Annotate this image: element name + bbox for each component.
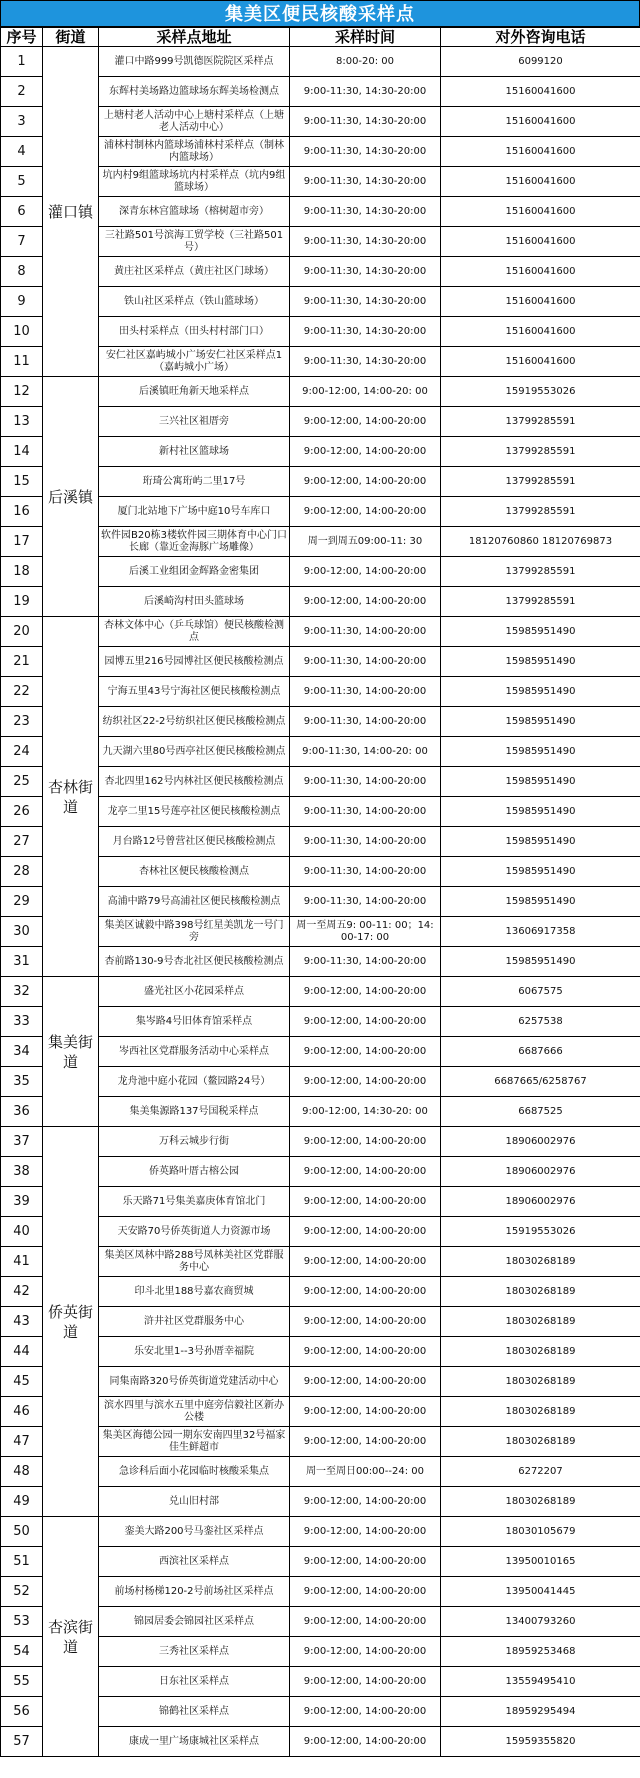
sampling-time: 9:00-11:30, 14:30-20:00 — [290, 317, 441, 347]
site-address: 天安路70号侨英街道人力资源市场 — [99, 1217, 290, 1247]
site-address: 软件园B20栋3楼软件园三期体育中心门口长廊（靠近金海豚广场雕像） — [99, 527, 290, 557]
row-number: 6 — [1, 197, 43, 227]
contact-phone: 18030268189 — [441, 1427, 640, 1457]
contact-phone: 18030268189 — [441, 1397, 640, 1427]
row-number: 48 — [1, 1457, 43, 1487]
site-address: 三兴社区祖厝旁 — [99, 407, 290, 437]
contact-phone: 15985951490 — [441, 617, 640, 647]
site-address: 集美集源路137号国税采样点 — [99, 1097, 290, 1127]
sampling-sites-table — [0, 27, 640, 1757]
site-address: 锦园居委会锦园社区采样点 — [99, 1607, 290, 1637]
row-number: 7 — [1, 227, 43, 257]
row-number: 50 — [1, 1517, 43, 1547]
street-name: 灌口镇 — [43, 47, 99, 377]
site-address: 日东社区采样点 — [99, 1667, 290, 1697]
site-address: 东辉村美场路边篮球场东辉美场检测点 — [99, 77, 290, 107]
row-number: 10 — [1, 317, 43, 347]
row-number: 41 — [1, 1247, 43, 1277]
row-number: 8 — [1, 257, 43, 287]
contact-phone: 15160041600 — [441, 257, 640, 287]
contact-phone: 18030268189 — [441, 1337, 640, 1367]
sampling-time: 9:00-12:00, 14:00-20:00 — [290, 1517, 441, 1547]
row-number: 35 — [1, 1067, 43, 1097]
site-address: 滨水四里与滨水五里中庭旁信毅社区新办公楼 — [99, 1397, 290, 1427]
contact-phone: 6687666 — [441, 1037, 640, 1067]
contact-phone: 6067575 — [441, 977, 640, 1007]
row-number: 56 — [1, 1697, 43, 1727]
site-address: 前场村杨梯120-2号前场社区采样点 — [99, 1577, 290, 1607]
row-number: 39 — [1, 1187, 43, 1217]
contact-phone: 13400793260 — [441, 1607, 640, 1637]
site-address: 集岑路4号旧体育馆采样点 — [99, 1007, 290, 1037]
site-address: 浒井社区党群服务中心 — [99, 1307, 290, 1337]
sampling-time: 9:00-11:30, 14:00-20:00 — [290, 857, 441, 887]
sampling-time: 9:00-11:30, 14:30-20:00 — [290, 257, 441, 287]
row-number: 22 — [1, 677, 43, 707]
contact-phone: 15160041600 — [441, 227, 640, 257]
row-number: 12 — [1, 377, 43, 407]
contact-phone: 13950041445 — [441, 1577, 640, 1607]
sampling-time: 9:00-11:30, 14:00-20: 00 — [290, 737, 441, 767]
site-address: 兑山旧村部 — [99, 1487, 290, 1517]
sampling-time: 9:00-12:00, 14:00-20:00 — [290, 1697, 441, 1727]
contact-phone: 15985951490 — [441, 677, 640, 707]
sampling-time: 9:00-12:00, 14:00-20:00 — [290, 1397, 441, 1427]
contact-phone: 13799285591 — [441, 437, 640, 467]
site-address: 銮美大路200号马銮社区采样点 — [99, 1517, 290, 1547]
header-address: 采样点地址 — [99, 28, 290, 47]
site-address: 杏前路130-9号杏北社区便民核酸检测点 — [99, 947, 290, 977]
sampling-time: 9:00-11:30, 14:00-20:00 — [290, 647, 441, 677]
site-address: 杏北四里162号内林社区便民核酸检测点 — [99, 767, 290, 797]
row-number: 23 — [1, 707, 43, 737]
table-row — [1, 47, 640, 77]
row-number: 17 — [1, 527, 43, 557]
row-number: 53 — [1, 1607, 43, 1637]
sampling-time: 9:00-11:30, 14:00-20:00 — [290, 707, 441, 737]
table-row — [1, 617, 640, 647]
site-address: 杏林社区便民核酸检测点 — [99, 857, 290, 887]
site-address: 集美区凤林中路288号凤林美社区党群服务中心 — [99, 1247, 290, 1277]
site-address: 园博五里216号园博社区便民核酸检测点 — [99, 647, 290, 677]
row-number: 14 — [1, 437, 43, 467]
table-row — [1, 1127, 640, 1157]
row-number: 2 — [1, 77, 43, 107]
site-address: 田头村采样点（田头村村部门口） — [99, 317, 290, 347]
row-number: 42 — [1, 1277, 43, 1307]
site-address: 新村社区篮球场 — [99, 437, 290, 467]
contact-phone: 15985951490 — [441, 707, 640, 737]
contact-phone: 15160041600 — [441, 347, 640, 377]
site-address: 后溪崎沟村田头篮球场 — [99, 587, 290, 617]
site-address: 锦鹤社区采样点 — [99, 1697, 290, 1727]
row-number: 5 — [1, 167, 43, 197]
sampling-time: 周一到周五09:00-11: 30 — [290, 527, 441, 557]
row-number: 51 — [1, 1547, 43, 1577]
sampling-time: 9:00-12:00, 14:00-20:00 — [290, 1037, 441, 1067]
sampling-time: 9:00-12:00, 14:00-20:00 — [290, 1547, 441, 1577]
site-address: 侨英路叶厝古榕公园 — [99, 1157, 290, 1187]
sampling-time: 9:00-11:30, 14:00-20:00 — [290, 827, 441, 857]
contact-phone: 15160041600 — [441, 137, 640, 167]
sampling-time: 9:00-11:30, 14:30-20:00 — [290, 197, 441, 227]
site-address: 同集南路320号侨英街道党建活动中心 — [99, 1367, 290, 1397]
table-body — [1, 47, 640, 1757]
row-number: 40 — [1, 1217, 43, 1247]
sampling-time: 9:00-12:00, 14:00-20:00 — [290, 1487, 441, 1517]
sampling-time: 9:00-12:00, 14:00-20:00 — [290, 1307, 441, 1337]
sampling-time: 9:00-12:00, 14:00-20:00 — [290, 437, 441, 467]
site-address: 灌口中路999号凯德医院院区采样点 — [99, 47, 290, 77]
sampling-time: 9:00-12:00, 14:00-20:00 — [290, 1607, 441, 1637]
header-phone: 对外咨询电话 — [441, 28, 640, 47]
contact-phone: 13799285591 — [441, 467, 640, 497]
sampling-time: 9:00-12:00, 14:00-20: 00 — [290, 377, 441, 407]
site-address: 乐天路71号集美嘉庚体育馆北门 — [99, 1187, 290, 1217]
contact-phone: 18120760860 18120769873 — [441, 527, 640, 557]
row-number: 49 — [1, 1487, 43, 1517]
row-number: 54 — [1, 1637, 43, 1667]
sampling-time: 8:00-20: 00 — [290, 47, 441, 77]
row-number: 28 — [1, 857, 43, 887]
sampling-time: 9:00-12:00, 14:00-20:00 — [290, 1007, 441, 1037]
row-number: 15 — [1, 467, 43, 497]
sampling-time: 9:00-11:30, 14:00-20:00 — [290, 677, 441, 707]
contact-phone: 13799285591 — [441, 557, 640, 587]
sampling-time: 9:00-12:00, 14:00-20:00 — [290, 1277, 441, 1307]
site-address: 康成一里广场康城社区采样点 — [99, 1727, 290, 1757]
sampling-time: 9:00-11:30, 14:30-20:00 — [290, 107, 441, 137]
table-row — [1, 977, 640, 1007]
contact-phone: 15919553026 — [441, 377, 640, 407]
site-address: 纺织社区22-2号纺织社区便民核酸检测点 — [99, 707, 290, 737]
contact-phone: 15160041600 — [441, 197, 640, 227]
contact-phone: 13799285591 — [441, 497, 640, 527]
site-address: 深青东林宫篮球场（榕树超市旁） — [99, 197, 290, 227]
sampling-time: 9:00-11:30, 14:00-20:00 — [290, 887, 441, 917]
sampling-time: 9:00-11:30, 14:30-20:00 — [290, 167, 441, 197]
site-address: 高浦中路79号高浦社区便民核酸检测点 — [99, 887, 290, 917]
site-address: 杏林文体中心（乒乓球馆）便民核酸检测点 — [99, 617, 290, 647]
contact-phone: 15985951490 — [441, 947, 640, 977]
sampling-time: 9:00-12:00, 14:00-20:00 — [290, 407, 441, 437]
sampling-time: 9:00-12:00, 14:00-20:00 — [290, 1337, 441, 1367]
row-number: 13 — [1, 407, 43, 437]
contact-phone: 6257538 — [441, 1007, 640, 1037]
street-name: 杏滨街道 — [43, 1517, 99, 1757]
sampling-time: 9:00-12:00, 14:00-20:00 — [290, 467, 441, 497]
contact-phone: 15985951490 — [441, 887, 640, 917]
sampling-time: 9:00-12:00, 14:00-20:00 — [290, 977, 441, 1007]
sampling-time: 9:00-11:30, 14:00-20:00 — [290, 797, 441, 827]
site-address: 盛光社区小花园采样点 — [99, 977, 290, 1007]
contact-phone: 18030268189 — [441, 1367, 640, 1397]
contact-phone: 18959253468 — [441, 1637, 640, 1667]
row-number: 21 — [1, 647, 43, 677]
sampling-time: 9:00-12:00, 14:30-20: 00 — [290, 1097, 441, 1127]
row-number: 33 — [1, 1007, 43, 1037]
contact-phone: 18030268189 — [441, 1307, 640, 1337]
sampling-time: 9:00-12:00, 14:00-20:00 — [290, 1727, 441, 1757]
row-number: 37 — [1, 1127, 43, 1157]
site-address: 乐安北里1--3号孙厝幸福院 — [99, 1337, 290, 1367]
row-number: 47 — [1, 1427, 43, 1457]
contact-phone: 6272207 — [441, 1457, 640, 1487]
site-address: 三秀社区采样点 — [99, 1637, 290, 1667]
sampling-time: 9:00-12:00, 14:00-20:00 — [290, 557, 441, 587]
table-row — [1, 377, 640, 407]
site-address: 宁海五里43号宁海社区便民核酸检测点 — [99, 677, 290, 707]
contact-phone: 18906002976 — [441, 1187, 640, 1217]
row-number: 55 — [1, 1667, 43, 1697]
sampling-time: 9:00-12:00, 14:00-20:00 — [290, 1637, 441, 1667]
sampling-time: 9:00-12:00, 14:00-20:00 — [290, 1127, 441, 1157]
street-name: 后溪镇 — [43, 377, 99, 617]
row-number: 46 — [1, 1397, 43, 1427]
row-number: 26 — [1, 797, 43, 827]
row-number: 27 — [1, 827, 43, 857]
row-number: 16 — [1, 497, 43, 527]
sampling-time: 周一至周日00:00--24: 00 — [290, 1457, 441, 1487]
sampling-time: 9:00-11:30, 14:30-20:00 — [290, 287, 441, 317]
sampling-time: 9:00-11:30, 14:30-20:00 — [290, 347, 441, 377]
row-number: 24 — [1, 737, 43, 767]
row-number: 25 — [1, 767, 43, 797]
sampling-time: 9:00-12:00, 14:00-20:00 — [290, 1367, 441, 1397]
row-number: 52 — [1, 1577, 43, 1607]
row-number: 29 — [1, 887, 43, 917]
site-address: 坑内村9组篮球场坑内村采样点（坑内9组篮球场） — [99, 167, 290, 197]
site-address: 厦门北站地下广场中庭10号车库口 — [99, 497, 290, 527]
row-number: 36 — [1, 1097, 43, 1127]
site-address: 后溪镇旺角新天地采样点 — [99, 377, 290, 407]
row-number: 18 — [1, 557, 43, 587]
sampling-time: 9:00-11:30, 14:30-20:00 — [290, 227, 441, 257]
row-number: 19 — [1, 587, 43, 617]
contact-phone: 18030268189 — [441, 1277, 640, 1307]
site-address: 黄庄社区采样点（黄庄社区门球场） — [99, 257, 290, 287]
site-address: 万科云城步行街 — [99, 1127, 290, 1157]
contact-phone: 6099120 — [441, 47, 640, 77]
sampling-time: 9:00-11:30, 14:00-20:00 — [290, 947, 441, 977]
row-number: 57 — [1, 1727, 43, 1757]
row-number: 44 — [1, 1337, 43, 1367]
contact-phone: 15985951490 — [441, 767, 640, 797]
site-address: 铁山社区采样点（铁山篮球场） — [99, 287, 290, 317]
sampling-time: 9:00-12:00, 14:00-20:00 — [290, 1187, 441, 1217]
contact-phone: 6687525 — [441, 1097, 640, 1127]
contact-phone: 18030268189 — [441, 1487, 640, 1517]
sampling-time: 9:00-12:00, 14:00-20:00 — [290, 1157, 441, 1187]
row-number: 31 — [1, 947, 43, 977]
street-name: 杏林街道 — [43, 617, 99, 977]
contact-phone: 18030268189 — [441, 1247, 640, 1277]
street-name: 集美街道 — [43, 977, 99, 1127]
contact-phone: 15160041600 — [441, 77, 640, 107]
contact-phone: 18959295494 — [441, 1697, 640, 1727]
site-address: 西滨社区采样点 — [99, 1547, 290, 1577]
contact-phone: 15985951490 — [441, 827, 640, 857]
contact-phone: 15985951490 — [441, 647, 640, 677]
site-address: 急诊科后面小花园临时核酸采集点 — [99, 1457, 290, 1487]
sampling-time: 9:00-12:00, 14:00-20:00 — [290, 1247, 441, 1277]
contact-phone: 15919553026 — [441, 1217, 640, 1247]
table-header-row — [1, 28, 640, 47]
sampling-time: 9:00-12:00, 14:00-20:00 — [290, 497, 441, 527]
row-number: 20 — [1, 617, 43, 647]
sampling-time: 9:00-11:30, 14:30-20:00 — [290, 77, 441, 107]
site-address: 上塘村老人活动中心上塘村采样点（上塘老人活动中心） — [99, 107, 290, 137]
contact-phone: 15985951490 — [441, 857, 640, 887]
contact-phone: 13606917358 — [441, 917, 640, 947]
site-address: 集美区诚毅中路398号红星美凯龙一号门旁 — [99, 917, 290, 947]
sampling-time: 9:00-12:00, 14:00-20:00 — [290, 1577, 441, 1607]
row-number: 30 — [1, 917, 43, 947]
contact-phone: 13950010165 — [441, 1547, 640, 1577]
site-address: 月台路12号曾营社区便民核酸检测点 — [99, 827, 290, 857]
contact-phone: 13799285591 — [441, 587, 640, 617]
row-number: 43 — [1, 1307, 43, 1337]
sampling-time: 9:00-12:00, 14:00-20:00 — [290, 1667, 441, 1697]
street-name: 侨英街道 — [43, 1127, 99, 1517]
row-number: 4 — [1, 137, 43, 167]
site-address: 后溪工业组团金辉路金密集团 — [99, 557, 290, 587]
site-address: 印斗北里188号嘉农商贸城 — [99, 1277, 290, 1307]
row-number: 9 — [1, 287, 43, 317]
site-address: 浦林村制林内篮球场浦林村采样点（制林内篮球场） — [99, 137, 290, 167]
row-number: 45 — [1, 1367, 43, 1397]
site-address: 龙舟池中庭小花园（鳌园路24号） — [99, 1067, 290, 1097]
contact-phone: 15160041600 — [441, 167, 640, 197]
sampling-time: 周一至周五9: 00-11: 00；14: 00-17: 00 — [290, 917, 441, 947]
site-address: 龙亭二里15号莲亭社区便民核酸检测点 — [99, 797, 290, 827]
table-row — [1, 1517, 640, 1547]
sampling-time: 9:00-11:30, 14:00-20:00 — [290, 767, 441, 797]
site-address: 安仁社区嘉屿城小广场安仁社区采样点1（嘉屿城小广场） — [99, 347, 290, 377]
site-address: 九天湖六里80号西亭社区便民核酸检测点 — [99, 737, 290, 767]
header-time: 采样时间 — [290, 28, 441, 47]
sampling-time: 9:00-12:00, 14:00-20:00 — [290, 587, 441, 617]
row-number: 3 — [1, 107, 43, 137]
sampling-time: 9:00-11:30, 14:00-20:00 — [290, 617, 441, 647]
contact-phone: 18906002976 — [441, 1157, 640, 1187]
header-street: 街道 — [43, 28, 99, 47]
site-address: 集美区海德公园一期东安南四里32号福家佳生鲜超市 — [99, 1427, 290, 1457]
row-number: 32 — [1, 977, 43, 1007]
row-number: 34 — [1, 1037, 43, 1067]
site-address: 三社路501号滨海工贸学校（三社路501号） — [99, 227, 290, 257]
contact-phone: 15160041600 — [441, 107, 640, 137]
row-number: 1 — [1, 47, 43, 77]
header-no: 序号 — [1, 28, 43, 47]
contact-phone: 15160041600 — [441, 317, 640, 347]
contact-phone: 15985951490 — [441, 737, 640, 767]
sampling-time: 9:00-12:00, 14:00-20:00 — [290, 1067, 441, 1097]
contact-phone: 13799285591 — [441, 407, 640, 437]
contact-phone: 18906002976 — [441, 1127, 640, 1157]
contact-phone: 18030105679 — [441, 1517, 640, 1547]
row-number: 38 — [1, 1157, 43, 1187]
contact-phone: 13559495410 — [441, 1667, 640, 1697]
row-number: 11 — [1, 347, 43, 377]
sampling-time: 9:00-11:30, 14:30-20:00 — [290, 137, 441, 167]
sampling-time: 9:00-12:00, 14:00-20:00 — [290, 1217, 441, 1247]
contact-phone: 15985951490 — [441, 797, 640, 827]
contact-phone: 6687665/6258767 — [441, 1067, 640, 1097]
page-title: 集美区便民核酸采样点 — [0, 0, 640, 27]
contact-phone: 15959355820 — [441, 1727, 640, 1757]
site-address: 岑西社区党群服务活动中心采样点 — [99, 1037, 290, 1067]
contact-phone: 15160041600 — [441, 287, 640, 317]
site-address: 珩琦公寓珩屿二里17号 — [99, 467, 290, 497]
sampling-time: 9:00-12:00, 14:00-20:00 — [290, 1427, 441, 1457]
